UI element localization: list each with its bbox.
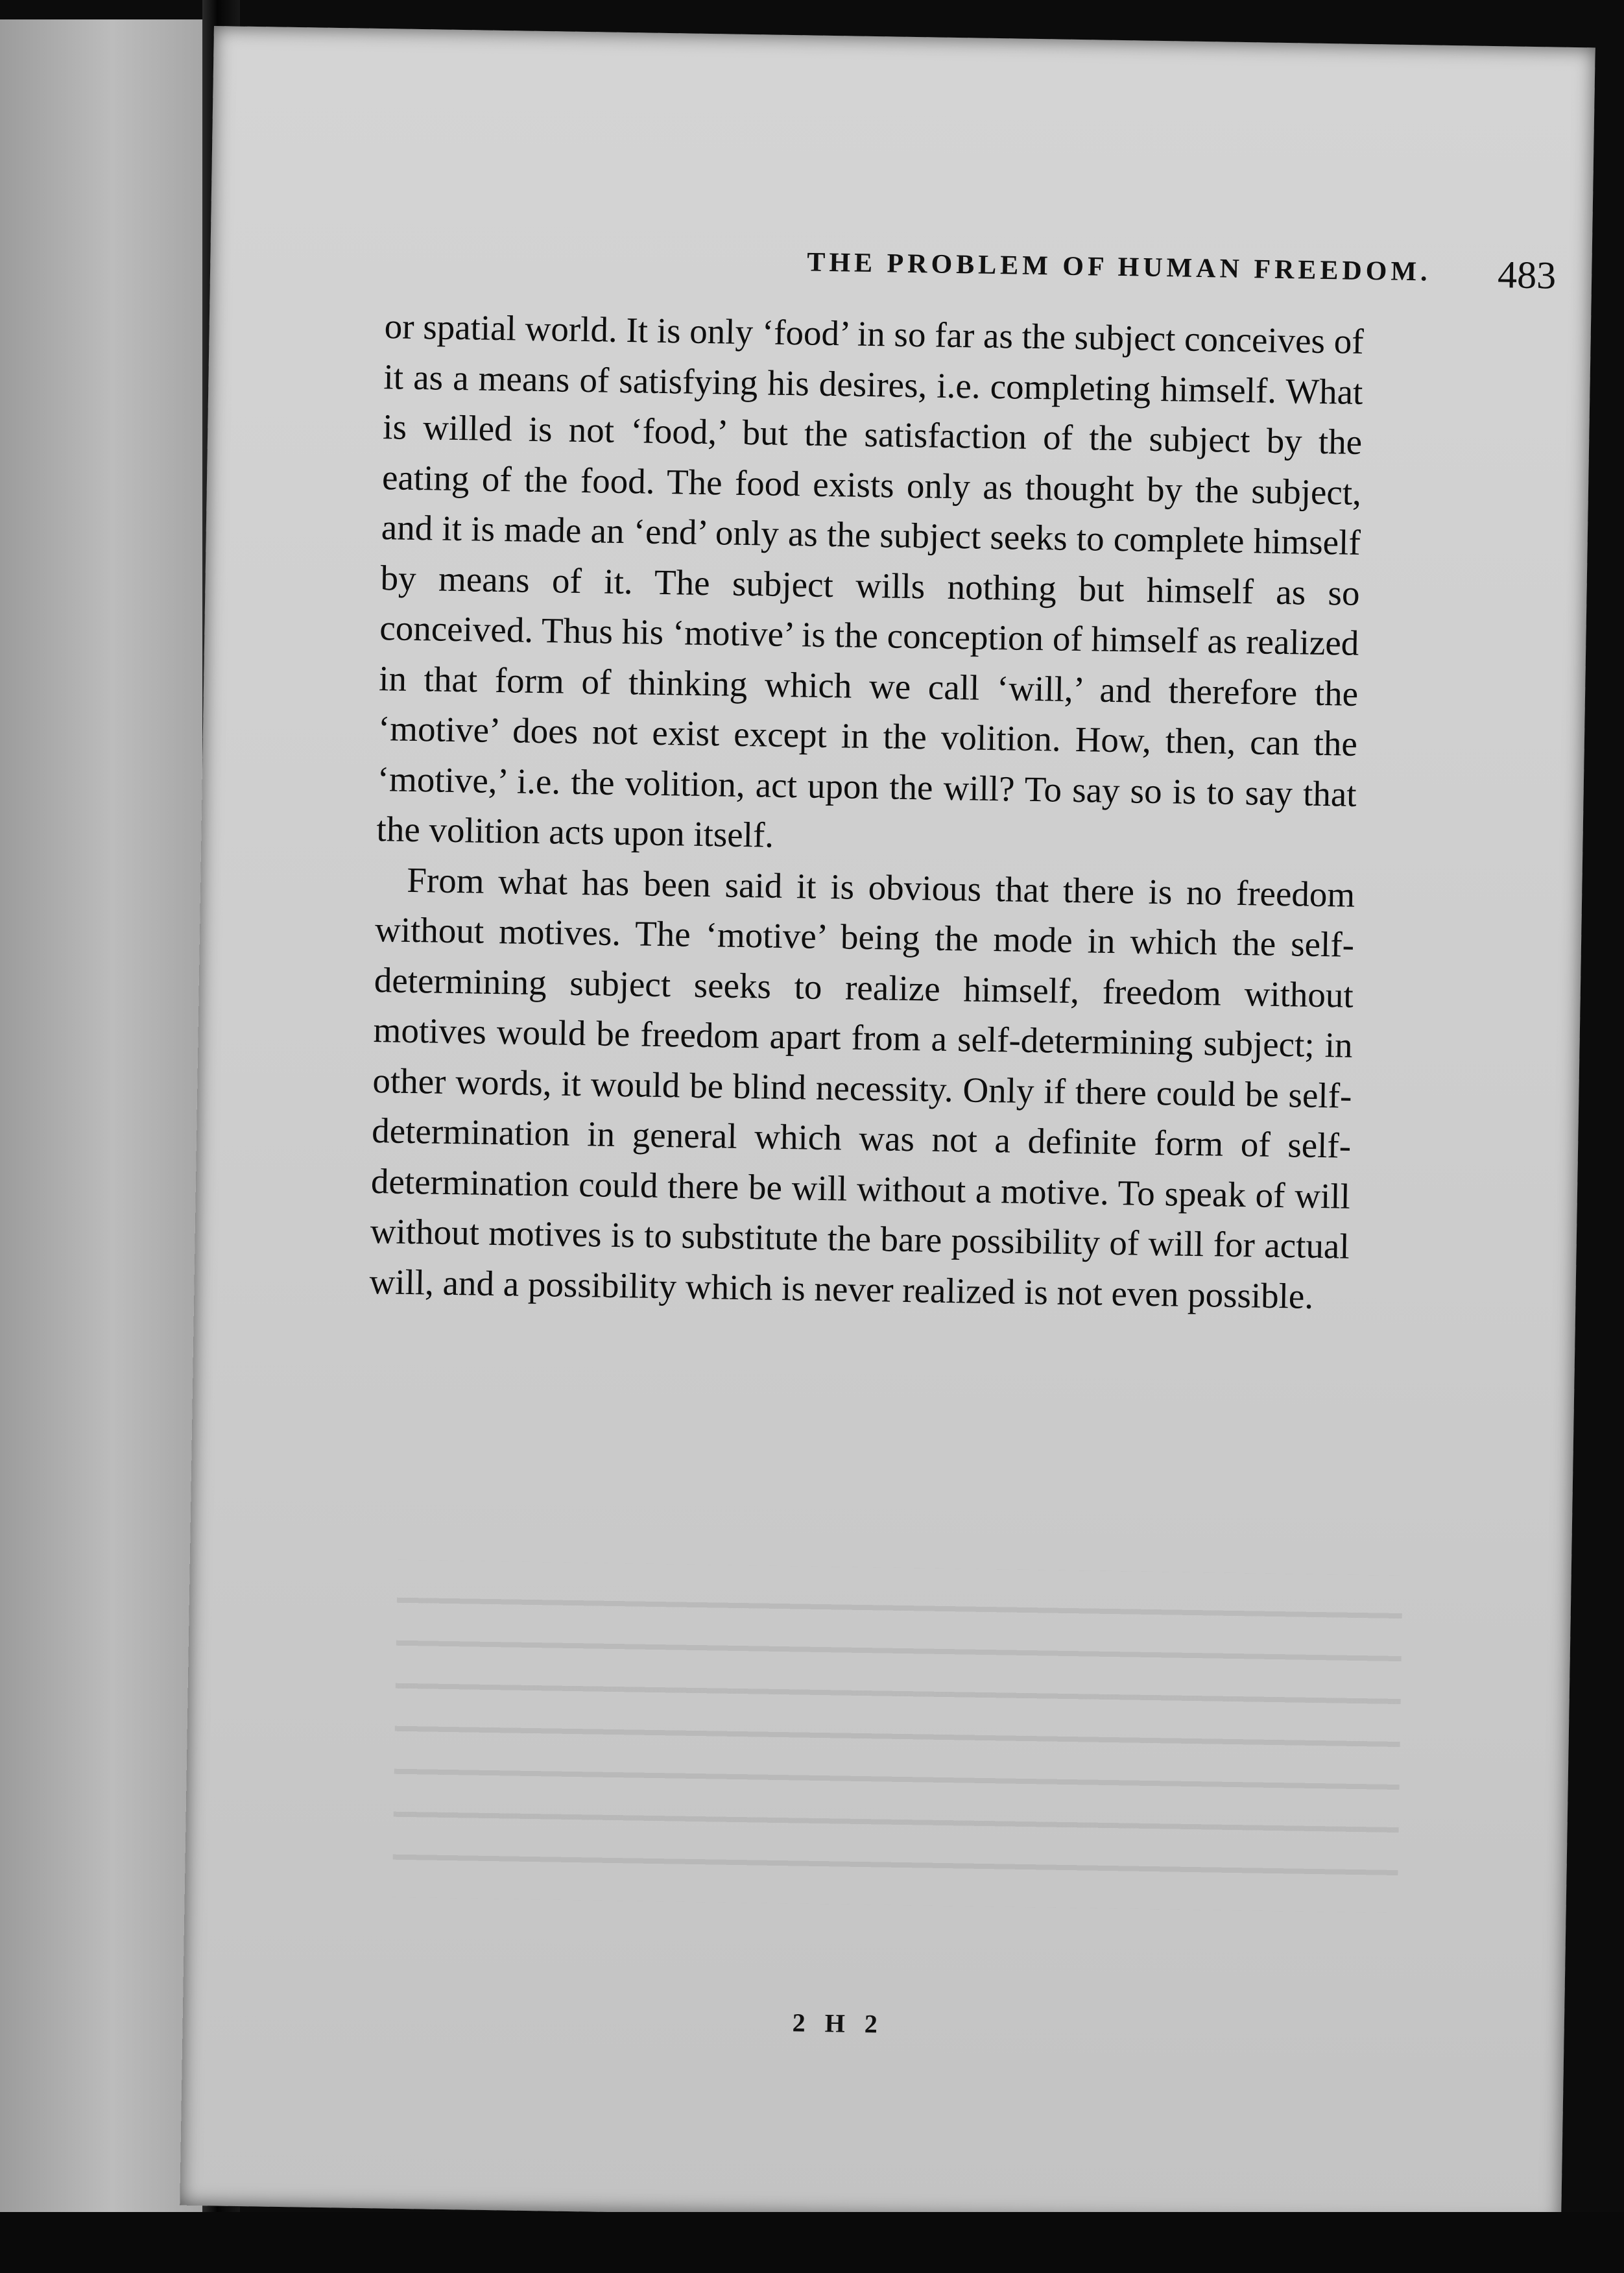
body-text [369, 301, 1364, 1322]
paragraph-1: or spatial world. It is only ‘food’ in so far as the subject conceives of it as a means of satisfying his desires, i.e. completing himself. What is willed is not ‘food,’ but the satisfaction of the subject by the eating of the food. The food exists only as thought by the subject, and it is made an ‘end’ only as the subject seeks to complete himself by means of it. The subject wills nothing but himself as so conceived. Thus his ‘motive’ is the conception of himself as realized in that form of thinking which we call ‘will,’ and therefore the ‘motive’ does not exist except in the volition. How, then, can the ‘motive,’ i.e. the volition, act upon the will? To say so is to say that the volition acts upon itself. [376, 306, 1365, 855]
bleed-through-lines [392, 1560, 1403, 1913]
book-page [180, 26, 1595, 2227]
running-head [599, 238, 1573, 312]
scan-bottom-border [0, 2212, 1624, 2273]
left-page-edge [0, 19, 204, 2212]
paragraph-2: From what has been said it is obvious that there is no freedom without motives. The ‘motive’ being the mode in which the self-determining subject seeks to realize himself, freedom without motives would be freedom apart from a self-determining subject; in other words, it would be blind necessity. Only if there could be self-determination in general which was not a definite form of self-determination could there be will without a motive. To speak of will without motives is to substitute the bare possibility of will for actual will, and a possibility which is never realized is not even possible. [369, 860, 1355, 1316]
running-title: THE PROBLEM OF HUMAN FREEDOM. [807, 247, 1431, 287]
signature-mark: 2 H 2 [792, 2008, 885, 2039]
page-number: 483 [1497, 253, 1557, 297]
